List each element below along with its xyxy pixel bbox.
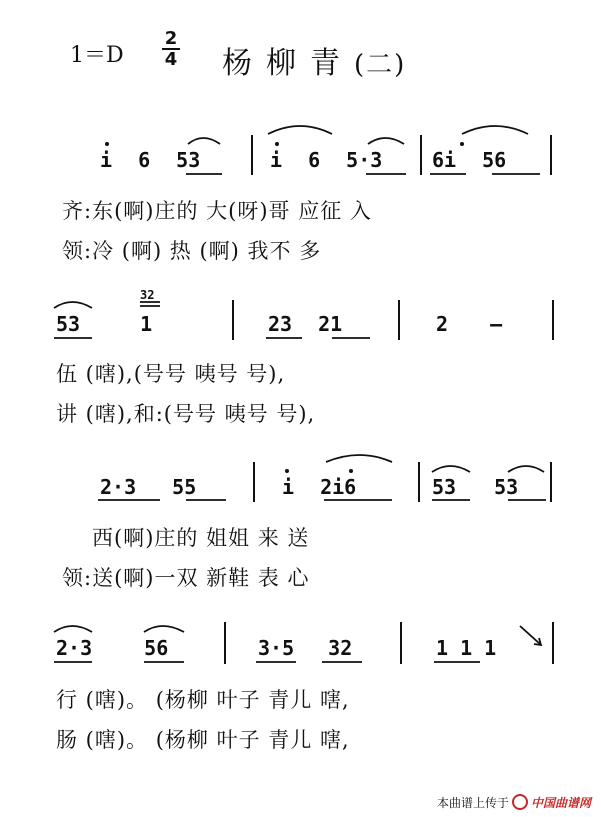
measure-3-1: 2·3 55	[100, 475, 197, 499]
key-signature: 1＝D	[70, 43, 124, 68]
lyric-line-2-2: 讲 (嗐),和:(号号 咦号 号),	[56, 402, 316, 426]
footer-credit	[437, 794, 591, 811]
barline	[224, 622, 226, 664]
barline	[251, 135, 253, 175]
barline	[418, 462, 420, 502]
barline	[232, 300, 234, 340]
measure-3-2: i 2i6	[282, 475, 357, 499]
octave-dot	[275, 142, 279, 146]
barline	[550, 135, 552, 175]
lyric-line-2-1: 伍 (嗐),(号号 咦号 号),	[56, 362, 286, 386]
measure-4-2: 3·5 32	[258, 636, 353, 660]
slur	[54, 626, 92, 632]
lyric-line-1-1: 齐:东(啊)庄的 大(呀)哥 应征 入	[62, 199, 372, 223]
measure-2-1: 53 1	[56, 312, 153, 336]
lyric-line-4-1: 行 (嗐)。 (杨柳 叶子 青儿 嗐,	[56, 688, 350, 712]
measure-1-1: i 6 53	[100, 148, 201, 172]
grace-notes: 32	[140, 288, 155, 302]
slur	[268, 126, 332, 134]
slur	[432, 466, 470, 472]
barline	[253, 462, 255, 502]
lyric-line-3-1: 西(啊)庄的 姐姐 来 送	[92, 526, 310, 550]
measure-1-3: 6i 56	[432, 148, 507, 172]
slur	[508, 466, 544, 472]
arrow	[520, 626, 540, 644]
footer-text: 本曲谱上传于	[436, 796, 509, 810]
barline	[400, 622, 402, 664]
measure-4-1: 2·3 56	[56, 636, 169, 660]
time-signature	[162, 30, 180, 68]
slur	[368, 138, 404, 144]
barline	[398, 300, 400, 340]
octave-dot	[349, 469, 353, 473]
site-logo-icon	[512, 794, 528, 810]
octave-dot	[105, 142, 109, 146]
lyric-line-1-2: 领:冷 (啊) 热 (啊) 我不 多	[62, 239, 322, 263]
arrow-head	[534, 638, 541, 645]
measure-2-2: 23 21	[268, 312, 343, 336]
measure-4-3: 1 1 1	[436, 636, 497, 660]
measure-1-2: i 6 5·3	[270, 148, 383, 172]
measure-2-3: 2 —	[436, 312, 503, 336]
slur	[54, 302, 92, 308]
barline	[552, 622, 554, 664]
time-signature-bottom: 4	[164, 49, 178, 70]
time-signature-top: 2	[164, 28, 178, 49]
slur	[188, 138, 220, 144]
song-subtitle: (二)	[354, 50, 407, 80]
slur	[462, 126, 528, 134]
song-title	[222, 38, 406, 82]
song-name: 杨柳青	[222, 46, 354, 81]
octave-dot	[285, 469, 289, 473]
slur	[326, 455, 392, 462]
lyric-line-3-2: 领:送(啊)一双 新鞋 表 心	[62, 566, 310, 590]
lyric-line-4-2: 肠 (嗐)。 (杨柳 叶子 青儿 嗐,	[56, 728, 350, 752]
slur	[144, 626, 184, 632]
footer-site-link[interactable]: 中国曲谱网	[530, 796, 591, 810]
octave-dot	[460, 142, 464, 146]
barline	[550, 462, 552, 502]
barline	[552, 300, 554, 340]
barline	[420, 135, 422, 175]
measure-3-3: 53 53	[432, 475, 519, 499]
